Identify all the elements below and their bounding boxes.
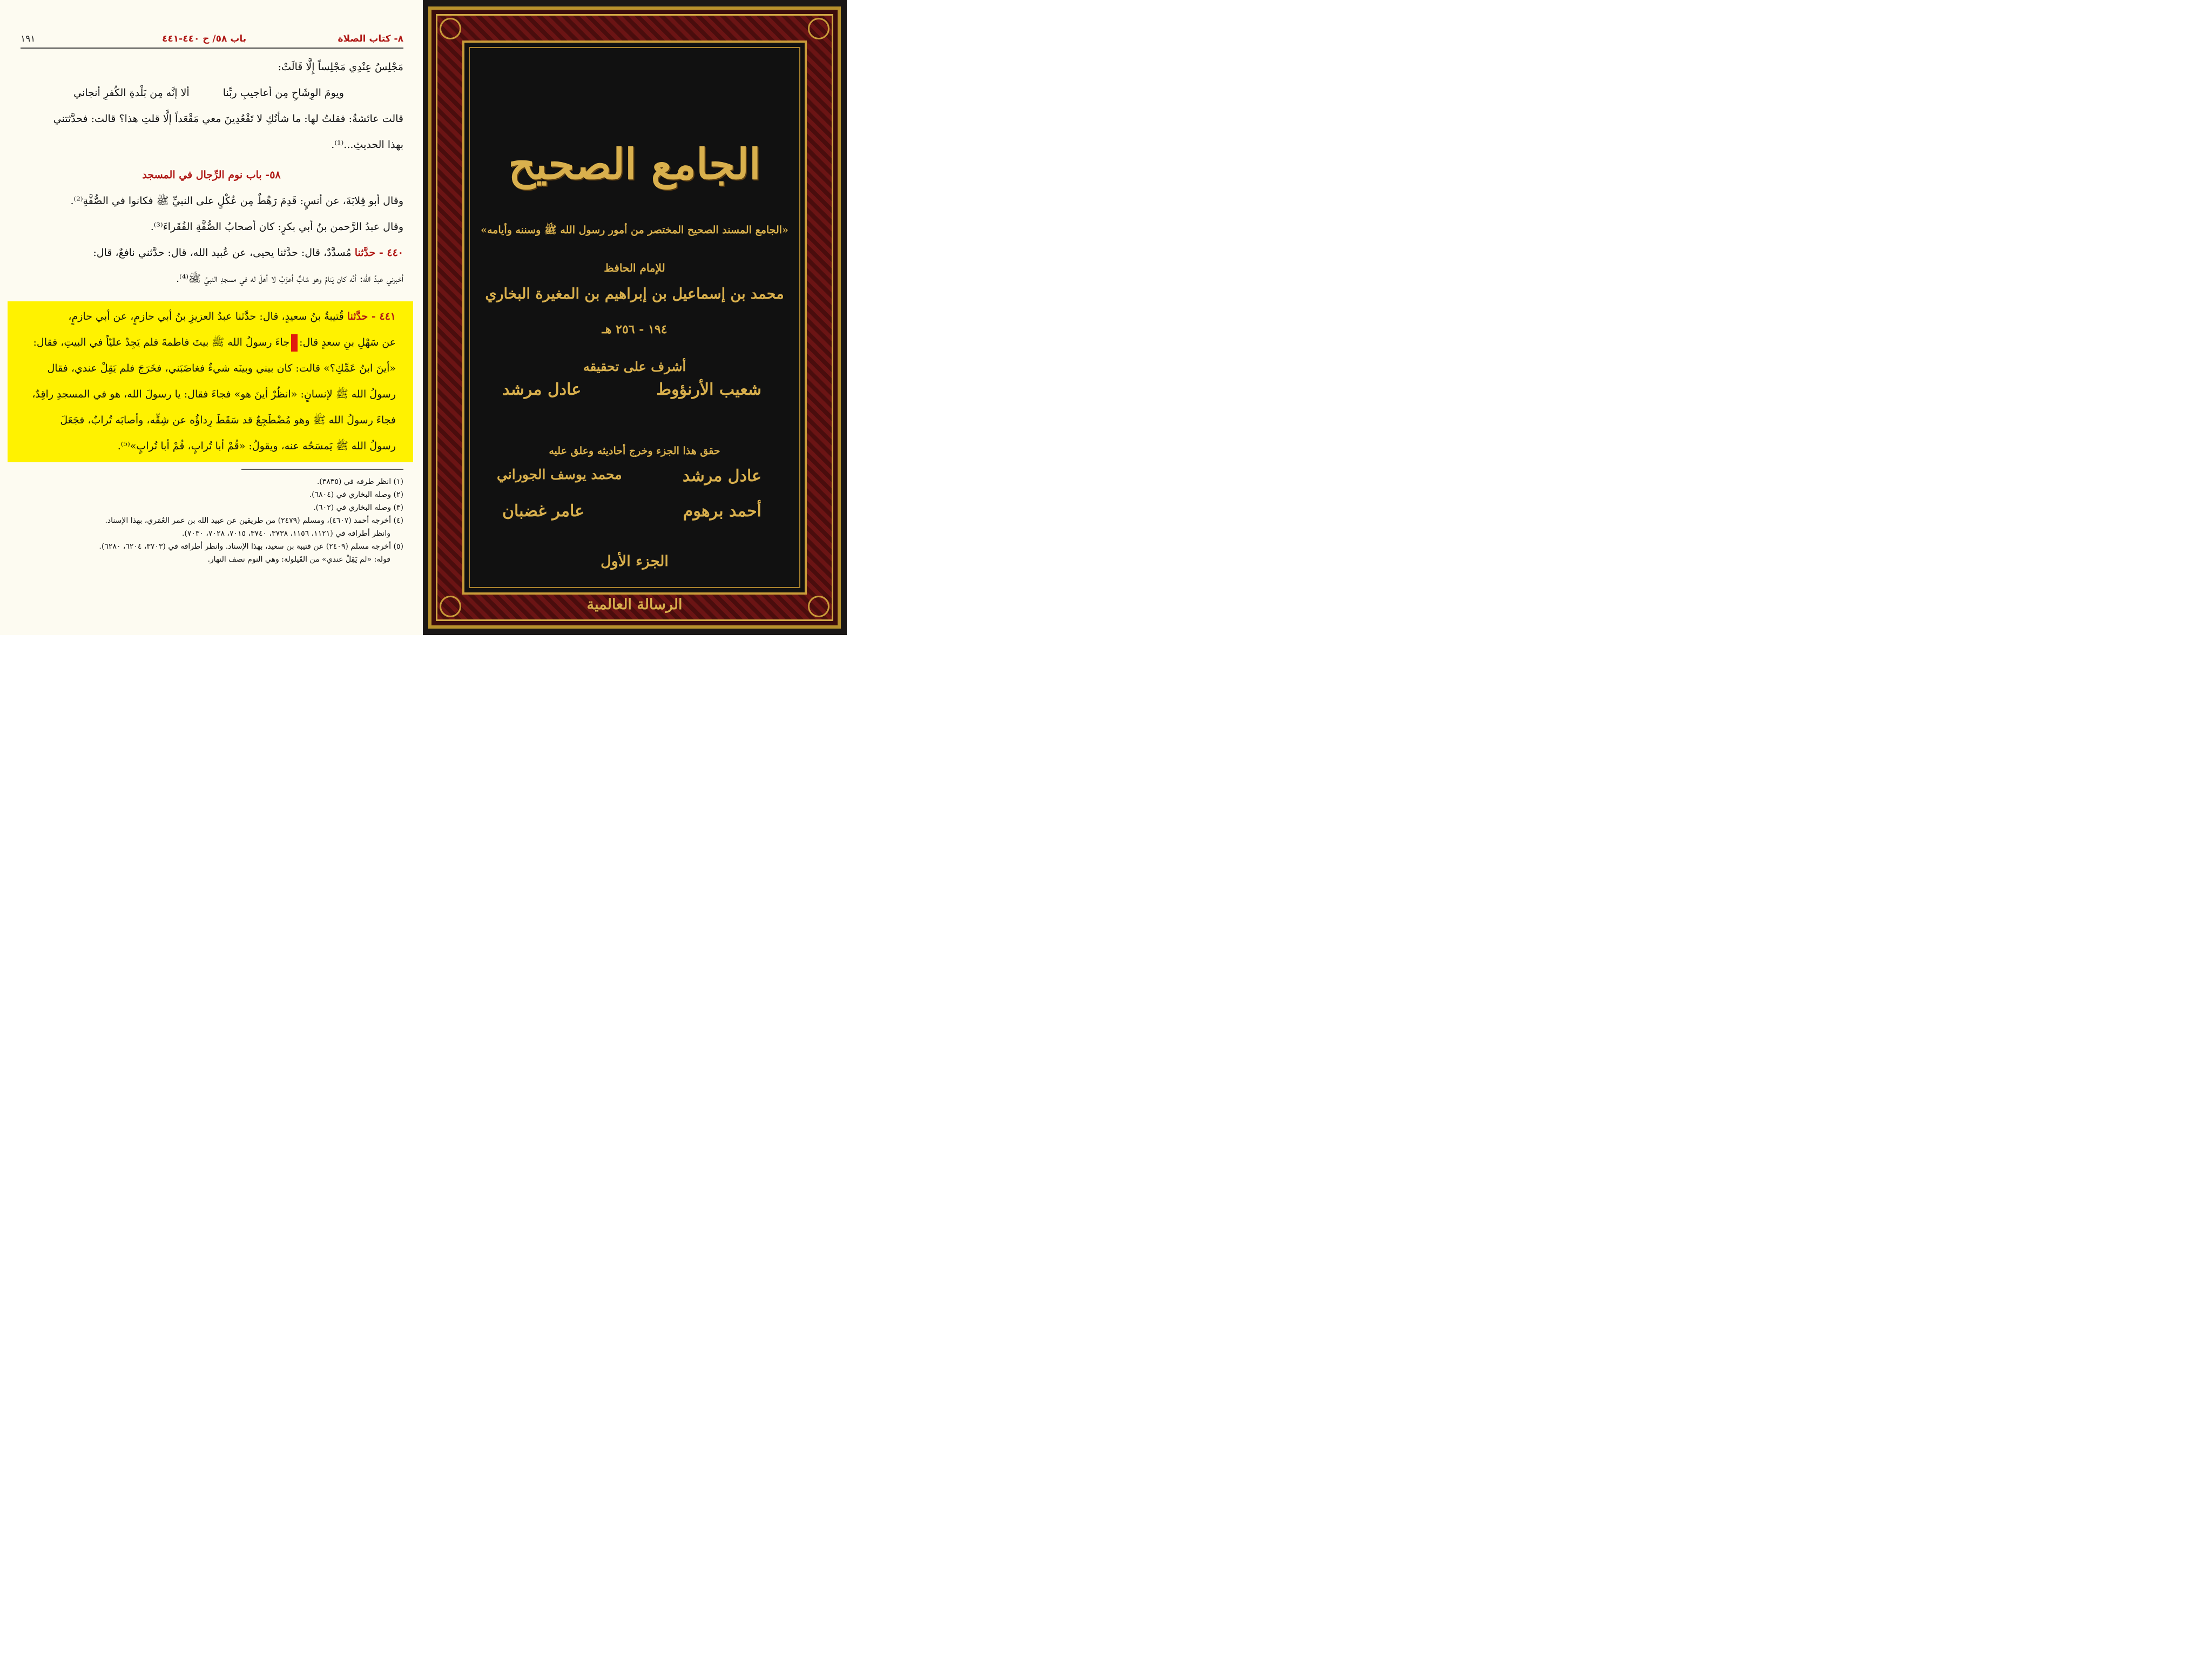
editor-name: عادل مرشد [682,467,761,485]
footnote: (٢) وصله البخاري في (٦٨٠٤). [309,490,403,499]
cover-author: محمد بن إسماعيل بن إبراهيم بن المغيرة البخاري [485,286,784,302]
text-line: وقال أبو قِلابَةَ، عن أنسٍ: قَدِمَ رَهْطٌ مِن عُكْلٍ على النبيِّ ﷺ فكانوا في الصُّفَّةِ⁽²⁾. [70,195,403,207]
ornamental-border [436,14,833,621]
hadith-text: قُتيبةُ بنُ سعيدٍ، قال: حدَّثنا عبدُ العزيزِ بنُ أبي حازمٍ، عن أبي حازمٍ، [68,311,344,322]
running-head [21,31,403,49]
hadith-number: ٤٤١ - حدَّثنا [347,311,396,322]
cover-outer-border [428,6,841,629]
footnote: (٣) وصله البخاري في (٦٠٢). [313,503,403,512]
cover-panel [462,41,807,613]
editor-name: أحمد برهوم [683,502,761,521]
hadith-text: جاءَ رسولُ الله ﷺ بيتَ فاطمةَ فلم يَجِدْ عليّاً في البيتِ، فقال: [33,336,290,348]
text-line: وقال عبدُ الرَّحمن بنُ أبي بكرٍ: كان أصحابُ الصُّفَّةِ الفُقَراءَ⁽³⁾. [150,221,403,233]
cover-subtitle: «الجامع المسند الصحيح المختصر من أمور رسول الله ﷺ وسننه وأيامه» [481,224,788,236]
corner-ornament-icon [440,18,461,39]
footnote-divider [241,469,403,470]
text-cursor-marker[interactable] [291,334,298,352]
editor-name: عامر غضبان [502,502,585,521]
footnotes [19,475,403,566]
editing-label: حقق هذا الجزء وخرج أحاديثه وعلق عليه [549,445,720,457]
text-line: مَجْلِسُ عِنْدِي مَجْلِساً إِلَّا قَالَتْ: [278,61,403,73]
hadith-text: مُسدَّدٌ، قال: حدَّثنا يحيى، عن عُبيد الله، قال: حدَّثني نافعٌ، قال: [93,247,352,259]
hadith-text: عن سَهْلِ بنِ سعدٍ قال: [299,336,396,348]
verse-hemistich-left: ألا إنَّه مِن بَلْدةِ الكُفرِ أنجاني [73,87,190,99]
page-number: ١٩١ [21,33,36,44]
footnote-continuation: وانظر أطرافه في (١١٢١، ١١٥٦، ٣٧٣٨، ٣٧٤٠، ٧٠١٥، ٧٠٢٨، ٧٠٣٠). [181,529,390,538]
corner-ornament-icon [808,596,830,617]
supervisor-name: عادل مرشد [502,380,582,399]
verse-hemistich-right: ويومَ الوِشَاحِ مِن أعاجيبِ ربِّنا [222,87,344,99]
imam-label: للإمام الحافظ [604,261,665,274]
book-cover [423,0,847,635]
chapter-heading: ٥٨- باب نوم الرِّجال في المسجد [142,169,281,181]
hadith-441-line: رسولُ الله ﷺ لإنسانٍ: «انظُرْ أينَ هو» فجاءَ فقال: يا رسولَ الله، هو في المسجدِ راقِدٌ، [32,388,396,400]
hadith-number: ٤٤٠ - حدَّثنا [354,247,403,259]
corner-ornament-icon [440,596,461,617]
author-dates: ١٩٤ - ٢٥٦ هـ [602,322,667,336]
hadith-441-line [19,304,396,329]
poetry-verse [19,80,403,106]
cover-title: الجامع الصحيح [508,140,761,189]
hadith-441-line: رسولُ الله ﷺ يَمسَحُه عنه، ويقولُ: «قُمْ أبا تُرابٍ، قُمْ أبا تُرابٍ»⁽⁵⁾. [117,440,396,452]
hadith-441[interactable] [19,304,396,459]
supervisor-name: شعيب الأرنؤوط [656,380,761,399]
footnote-continuation: قوله: «لم يَقِلْ عندي» من القَيلولة: وهي النوم نصف النهار. [207,555,390,564]
footnote: (٤) أخرجه أحمد (٤٦٠٧)، ومسلم (٢٤٧٩) من طريقين عن عبيد الله بن عمر العُمَري، بهذا الإسناد. [105,516,403,525]
chapter-title: ٨- كتاب الصلاة [338,33,403,44]
section-reference: باب ٥٨/ ح ٤٤٠-٤٤١ [162,33,247,44]
hadith-440-line: أخبرني عبدُ الله: أنَّه كان يَنامُ وهو شابٌّ أعزَبُ لا أهلَ له في مسجدِ النبيِّ ﷺ⁽⁴⁾. [176,273,403,285]
hadith-440-line [19,240,403,266]
hadith-441-line: فجاءَ رسولُ الله ﷺ وهو مُضْطَجِعٌ قد سَقَطَ رِداؤُه عن شِقِّه، وأصابَه تُرابٌ، فجَعَلَ [60,414,396,426]
text-line: بهذا الحديثِ...⁽¹⁾. [331,139,403,151]
main-text [19,54,403,292]
hadith-441-line: «أينَ ابنُ عَمِّكِ؟» قالت: كان بيني وبينَه شيءٌ فغاضَبَني، فخَرَجَ فلم يَقِلْ عندي، فقال [47,362,396,374]
supervision-label: أشرف على تحقيقه [583,359,686,374]
corner-ornament-icon [808,18,830,39]
text-line: قالت عائشةُ: فقلتُ لها: ما شأنُكِ لا تَقْعُدِينَ معي مَقْعَداً إلَّا قلتِ هذا؟ قالت: فحدَّثتني [53,113,403,125]
volume-label: الجزء الأول [601,553,669,570]
footnote: (٥) أخرجه مسلم (٢٤٠٩) عن قتيبة بن سعيد، بهذا الإسناد. وانظر أطرافه في (٣٧٠٣، ٦٢٠٤، ٦٢٨٠). [99,542,403,551]
publisher-name: الرسالة العالمية [586,596,683,613]
footnote: (١) انظر طرفه في (٣٨٣٥). [316,477,403,486]
hadith-441-line [19,329,396,355]
book-page [0,0,423,635]
editor-name: محمد يوسف الجوراني [497,467,622,482]
